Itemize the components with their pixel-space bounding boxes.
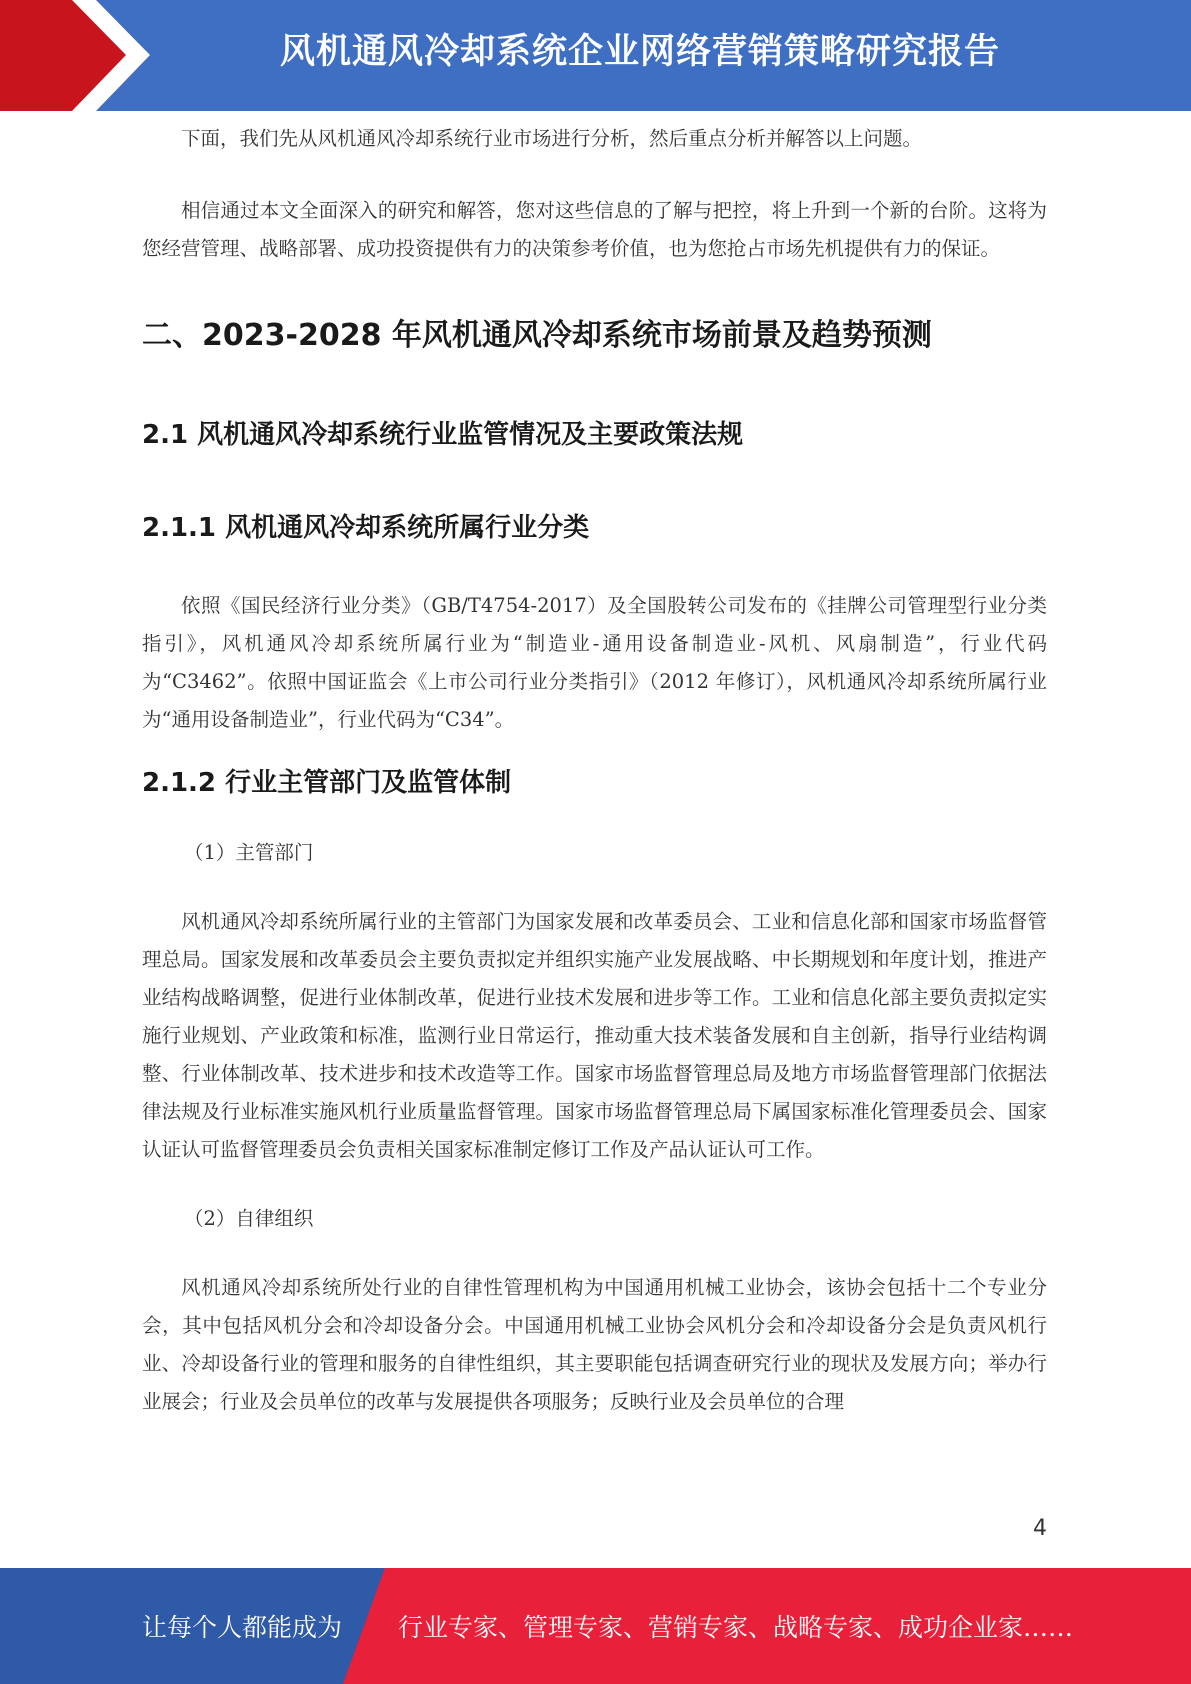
footer-banner <box>0 1568 1191 1684</box>
document-title: 风机通风冷却系统企业网络营销策略研究报告 <box>279 32 1000 72</box>
departments-paragraph: 风机通风冷却系统所属行业的主管部门为国家发展和改革委员会、工业和信息化部和国家市场监督管理总局。国家发展和改革委员会主要负责拟定并组织实施产业发展战略、中长期规划和年度计划，推进产业结构战略调整，促进行业体制改革，促进行业技术发展和进步等工作。工业和信息化部主要负责拟定实施行业规划、产业政策和标准，监测行业日常运行，推动重大技术装备发展和自主创新，指导行业结构调整、行业体制改革、技术进步和技术改造等工作。国家市场监督管理总局及地方市场监督管理部门依据法律法规及行业标准实施风机行业质量监督管理。国家市场监督管理总局下属国家标准化管理委员会、国家认证认可监督管理委员会负责相关国家标准制定修订工作及产品认证认可工作。 <box>142 910 1047 1161</box>
header-banner <box>0 0 1191 111</box>
intro-paragraph-1: 下面，我们先从风机通风冷却系统行业市场进行分析，然后重点分析并解答以上问题。 <box>181 127 923 150</box>
subsection-heading-2-1: 2.1 风机通风冷却系统行业监管情况及主要政策法规 <box>142 420 744 450</box>
footer-slogan-left: 让每个人都能成为 <box>142 1613 343 1642</box>
footer-slogan-right: 行业专家、管理专家、营销专家、战略专家、成功企业家…… <box>398 1613 1074 1642</box>
section-heading-2: 二、2023-2028 年风机通风冷却系统市场前景及趋势预测 <box>142 318 932 353</box>
page-number: 4 <box>1033 1516 1047 1541</box>
self-regulatory-paragraph: 风机通风冷却系统所处行业的自律性管理机构为中国通用机械工业协会，该协会包括十二个专业分会，其中包括风机分会和冷却设备分会。中国通用机械工业协会风机分会和冷却设备分会是负责风机行业、冷却设备行业的管理和服务的自律性组织，其主要职能包括调查研究行业的现状及发展方向；举办行业展会；行业及会员单位的改革与发展提供各项服务；反映行业及会员单位的合理 <box>142 1276 1047 1413</box>
classification-paragraph: 依照《国民经济行业分类》（GB/T4754-2017）及全国股转公司发布的《挂牌公司管理型行业分类指引》，风机通风冷却系统所属行业为“制造业-通用设备制造业-风机、风扇制造”，行业代码为“C3462”。依照中国证监会《上市公司行业分类指引》（2012 年修订），风机通风冷却系统所属行业为“通用设备制造业”，行业代码为“C34”。 <box>142 594 1047 731</box>
list-item-departments: （1）主管部门 <box>184 841 314 864</box>
intro-paragraph-2: 相信通过本文全面深入的研究和解答，您对这些信息的了解与把控，将上升到一个新的台阶。这将为您经营管理、战略部署、成功投资提供有力的决策参考价值，也为您抢占市场先机提供有力的保证。 <box>142 199 1047 260</box>
subsection-heading-2-1-1: 2.1.1 风机通风冷却系统所属行业分类 <box>142 513 590 543</box>
document-body <box>142 120 1047 1421</box>
list-item-self-regulatory: （2）自律组织 <box>184 1207 314 1230</box>
subsection-heading-2-1-2: 2.1.2 行业主管部门及监管体制 <box>142 768 512 798</box>
